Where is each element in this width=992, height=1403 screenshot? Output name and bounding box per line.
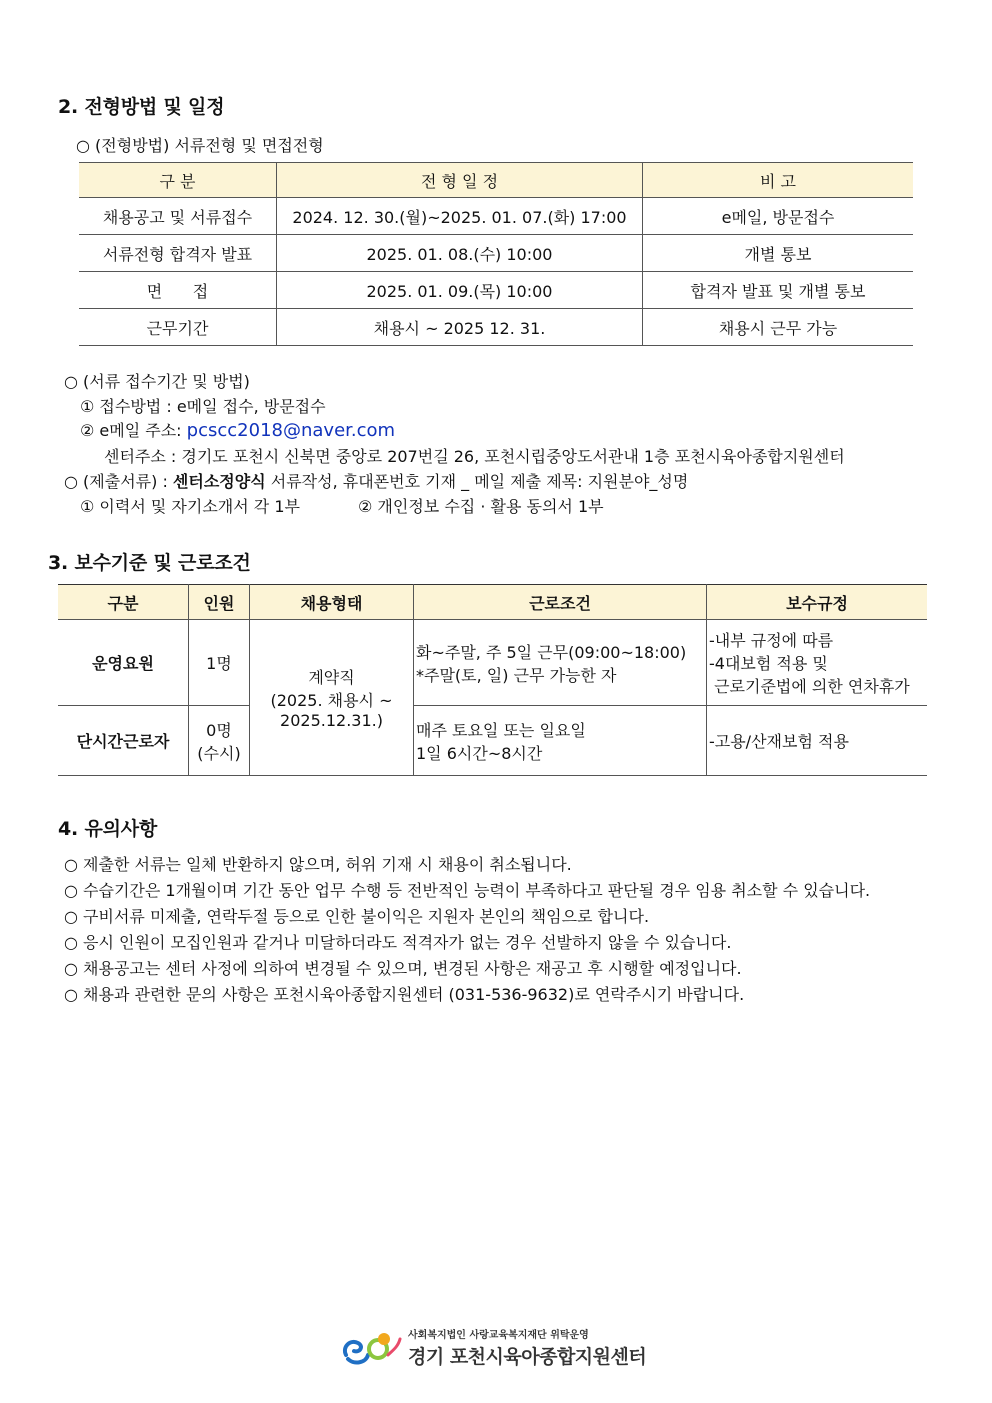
table-cell: 근무기간	[79, 309, 277, 346]
table-row	[58, 706, 927, 776]
table-cell: 면 접	[79, 272, 277, 309]
docs-bold: 센터소정양식	[172, 472, 266, 491]
condition-line: 1일 6시간~8시간	[416, 743, 543, 763]
center-address: 센터주소 : 경기도 포천시 신북면 중앙로 207번길 26, 포천시립중앙도서관내 1층 포천시육아종합지원센터	[104, 447, 845, 466]
table-cell: 합격자 발표 및 개별 통보	[643, 272, 914, 309]
table-header: 전 형 일 정	[277, 163, 643, 198]
table-header: 근로조건	[414, 585, 707, 620]
table-header-row	[58, 585, 927, 620]
table-header: 구 분	[79, 163, 277, 198]
docs-prefix: ○ (제출서류) :	[64, 472, 173, 491]
table-row	[79, 198, 913, 235]
table-cell	[414, 620, 707, 706]
logo-subtitle: 사회복지법인 사랑교육복지재단 위탁운영	[408, 1330, 589, 1341]
schedule-table	[79, 162, 913, 346]
table-cell: 채용시 ~ 2025 12. 31.	[277, 309, 643, 346]
table-cell	[707, 706, 928, 776]
table-header: 채용형태	[250, 585, 414, 620]
count-line: 0명	[206, 720, 232, 740]
email-line	[80, 418, 395, 441]
section4-title: 4. 유의사항	[58, 818, 158, 840]
pay-line: -내부 규정에 따름	[709, 631, 834, 650]
contract-line: 2025.12.31.)	[280, 711, 383, 730]
pay-line: -4대보험 적용 및	[709, 654, 828, 673]
table-header-row	[79, 163, 913, 198]
email-label: ② e메일 주소:	[80, 421, 187, 440]
table-cell: 단시간근로자	[58, 706, 189, 776]
note-item: ○ 제출한 서류는 일체 반환하지 않으며, 허위 기재 시 채용이 취소됩니다.	[64, 855, 572, 874]
table-cell: 채용시 근무 가능	[643, 309, 914, 346]
note-item: ○ 구비서류 미제출, 연락두절 등으로 인한 불이익은 지원자 본인의 책임으로 합니다.	[64, 907, 650, 926]
logo-title: 경기 포천시육아종합지원센터	[408, 1346, 647, 1368]
submit-docs	[64, 469, 688, 492]
docs-list-1: ① 이력서 및 자기소개서 각 1부	[80, 497, 300, 516]
table-cell: 서류전형 합격자 발표	[79, 235, 277, 272]
pay-line: -고용/산재보험 적용	[709, 732, 849, 751]
table-cell	[707, 620, 928, 706]
table-row	[79, 235, 913, 272]
pay-line: 근로기준법에 의한 연차휴가	[709, 677, 910, 696]
condition-line: 화~주말, 주 5일 근무(09:00~18:00)	[416, 642, 687, 662]
condition-line: 매주 토요일 또는 일요일	[416, 720, 586, 740]
table-header: 비 고	[643, 163, 914, 198]
docs-suffix: 서류작성, 휴대폰번호 기재 _ 메일 제출 제목: 지원분야_성명	[265, 472, 689, 491]
table-row	[58, 620, 927, 706]
table-cell: 개별 통보	[643, 235, 914, 272]
section3-title: 3. 보수기준 및 근로조건	[48, 552, 251, 574]
contract-cell	[250, 620, 414, 776]
pay-table	[58, 584, 927, 776]
table-row	[79, 272, 913, 309]
table-row	[79, 309, 913, 346]
note-item: ○ 채용과 관련한 문의 사항은 포천시육아종합지원센터 (031-536-9632)로 연락주시기 바랍니다.	[64, 985, 745, 1004]
table-cell	[189, 706, 250, 776]
email-link[interactable]: pcscc2018@naver.com	[186, 420, 396, 441]
table-cell: 2024. 12. 30.(월)~2025. 01. 07.(화) 17:00	[277, 198, 643, 235]
period-title: ○ (서류 접수기간 및 방법)	[64, 372, 250, 391]
table-header: 구분	[58, 585, 189, 620]
docs-list-2: ② 개인정보 수집 · 활용 동의서 1부	[358, 497, 604, 516]
table-cell: 2025. 01. 09.(목) 10:00	[277, 272, 643, 309]
contract-line: (2025. 채용시 ~	[270, 691, 393, 710]
note-item: ○ 응시 인원이 모집인원과 같거나 미달하더라도 적격자가 없는 경우 선발하지 않을 수 있습니다.	[64, 933, 732, 952]
table-header: 보수규정	[707, 585, 928, 620]
condition-line: *주말(토, 일) 근무 가능한 자	[416, 665, 617, 685]
contract-line: 계약직	[308, 668, 355, 687]
table-cell: e메일, 방문접수	[643, 198, 914, 235]
note-item: ○ 수습기간은 1개월이며 기간 동안 업무 수행 등 전반적인 능력이 부족하다고 판단될 경우 임용 취소할 수 있습니다.	[64, 881, 871, 900]
note-item: ○ 채용공고는 센터 사정에 의하여 변경될 수 있으며, 변경된 사항은 재공고 후 시행할 예정입니다.	[64, 959, 742, 978]
method-line: ① 접수방법 : e메일 접수, 방문접수	[80, 397, 326, 416]
table-cell: 2025. 01. 08.(수) 10:00	[277, 235, 643, 272]
selection-method: ○ (전형방법) 서류전형 및 면접전형	[76, 136, 324, 155]
table-cell: 채용공고 및 서류접수	[79, 198, 277, 235]
section2-title: 2. 전형방법 및 일정	[58, 96, 225, 118]
table-header: 인원	[189, 585, 250, 620]
count-line: (수시)	[197, 743, 241, 763]
table-cell: 운영요원	[58, 620, 189, 706]
table-cell	[414, 706, 707, 776]
table-cell: 1명	[189, 620, 250, 706]
